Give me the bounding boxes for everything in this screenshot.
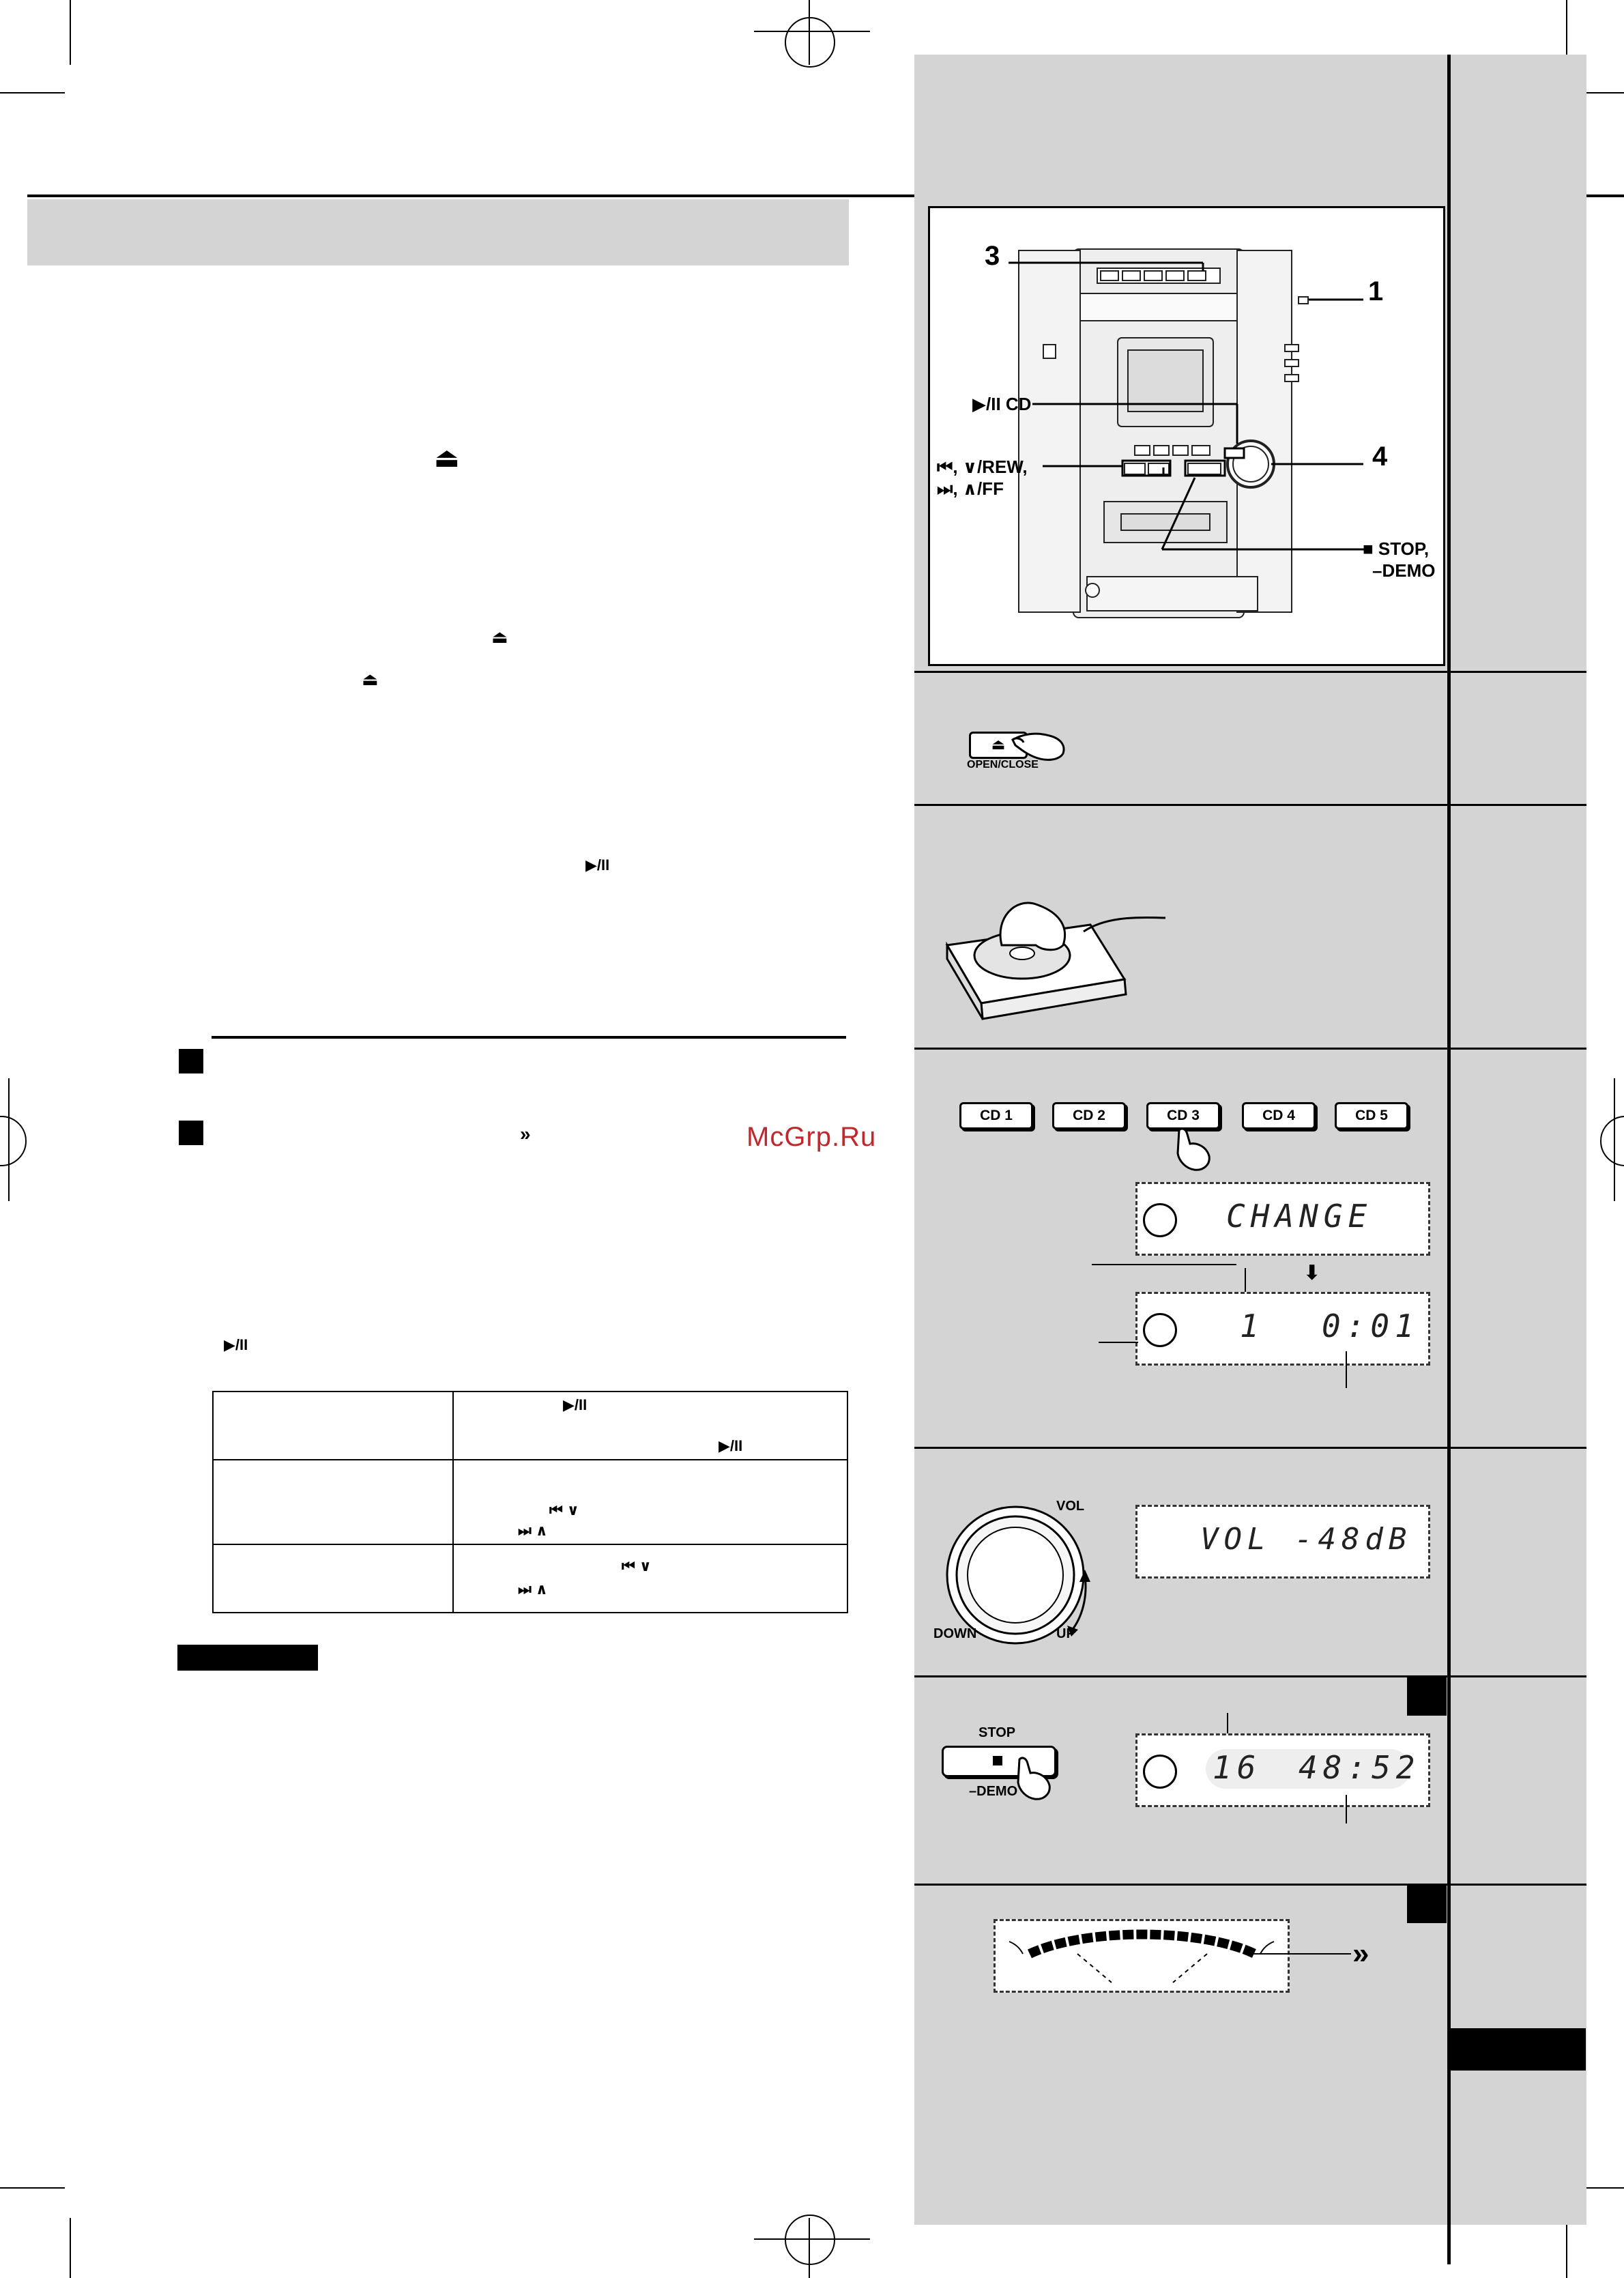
play-pause-icon: ▶/II bbox=[224, 1336, 248, 1353]
up-label: UP bbox=[1056, 1626, 1075, 1641]
crop-mark bbox=[70, 0, 71, 65]
ff-label: ⏭, ∧/FF bbox=[937, 478, 1004, 499]
crop-mark bbox=[754, 31, 870, 32]
cd-5-button[interactable]: CD 5 bbox=[1335, 1102, 1408, 1129]
table-cell bbox=[213, 1544, 453, 1613]
disc-indicator-icon bbox=[1143, 1313, 1177, 1347]
callout-4: 4 bbox=[1372, 442, 1388, 472]
registration-mark bbox=[0, 1116, 27, 1166]
stop-label: ■ STOP, bbox=[1363, 538, 1430, 559]
display-track-number: 1 bbox=[1240, 1308, 1264, 1344]
note-label-bar bbox=[177, 1645, 318, 1671]
section-marker-b bbox=[1407, 1885, 1447, 1923]
display-disc-indicators bbox=[994, 1919, 1290, 1993]
skip-back-icon: ⏮ ∨ bbox=[549, 1501, 579, 1518]
panel-separator bbox=[914, 1884, 1586, 1886]
registration-mark bbox=[1600, 1116, 1624, 1166]
disc-indicator-icon bbox=[1143, 1755, 1177, 1789]
crop-mark bbox=[754, 2238, 870, 2240]
table-cell bbox=[453, 1460, 847, 1544]
page-tab bbox=[1449, 2028, 1586, 2071]
play-pause-icon: ▶/II bbox=[563, 1396, 588, 1413]
display-change-text: CHANGE bbox=[1226, 1198, 1373, 1235]
pointing-hand-icon bbox=[1009, 725, 1070, 766]
table-row bbox=[213, 1460, 847, 1544]
open-close-icon: ⏏ bbox=[362, 669, 379, 689]
bullet-square bbox=[179, 1049, 203, 1073]
registration-mark bbox=[785, 2215, 835, 2265]
play-pause-icon: ▶/II bbox=[719, 1437, 743, 1454]
panel-separator bbox=[914, 804, 1586, 806]
play-cd-label: ▶/II CD bbox=[972, 394, 1032, 414]
rew-label: ⏮, ∨/REW, bbox=[937, 457, 1028, 477]
crop-mark bbox=[1614, 1078, 1615, 1201]
crop-mark bbox=[70, 2218, 71, 2278]
fast-marker-icon: » bbox=[1352, 1937, 1369, 1970]
display-total bbox=[1135, 1733, 1430, 1807]
open-close-icon: ⏏ bbox=[491, 626, 508, 647]
table-row bbox=[213, 1544, 847, 1613]
vol-label: VOL bbox=[1056, 1499, 1085, 1514]
column-divider bbox=[1447, 55, 1451, 2264]
display-volume bbox=[1135, 1505, 1430, 1578]
display-change bbox=[1135, 1182, 1430, 1256]
panel-separator bbox=[914, 1048, 1586, 1050]
callout-line bbox=[1092, 1264, 1236, 1265]
display-track-time bbox=[1135, 1292, 1430, 1366]
demo-label: –DEMO bbox=[1372, 560, 1436, 581]
device-illustration bbox=[930, 208, 1443, 664]
display-elapsed-time: 0:01 bbox=[1322, 1308, 1419, 1344]
operations-table bbox=[212, 1391, 848, 1613]
crop-mark bbox=[0, 2187, 65, 2189]
callout-line bbox=[1346, 1351, 1347, 1388]
callout-3: 3 bbox=[985, 241, 1000, 271]
pointing-hand-icon bbox=[1170, 1126, 1217, 1174]
skip-forward-icon: ⏭ ∧ bbox=[518, 1581, 548, 1598]
callout-1: 1 bbox=[1368, 276, 1384, 306]
panel-separator bbox=[914, 1675, 1586, 1677]
subsection-rule bbox=[212, 1036, 846, 1039]
crop-mark bbox=[8, 1078, 10, 1201]
table-cell bbox=[453, 1392, 847, 1460]
cd-3-button[interactable]: CD 3 bbox=[1146, 1102, 1220, 1129]
track-indicator-arc bbox=[996, 1921, 1288, 1991]
eject-icon: ⏏ bbox=[991, 736, 1006, 753]
down-label: DOWN bbox=[933, 1626, 977, 1641]
callout-line bbox=[1099, 1342, 1138, 1343]
cd-2-button[interactable]: CD 2 bbox=[1052, 1102, 1126, 1129]
open-close-icon: ⏏ bbox=[434, 443, 460, 473]
skip-forward-icon: ⏭ ∧ bbox=[518, 1522, 548, 1539]
section-title-bar bbox=[27, 199, 849, 265]
cd-1-button[interactable]: CD 1 bbox=[959, 1102, 1033, 1129]
table-cell bbox=[213, 1460, 453, 1544]
display-total-time: 48:52 bbox=[1299, 1749, 1421, 1786]
table-row bbox=[213, 1392, 847, 1460]
disc-tray-illustration bbox=[940, 877, 1172, 1020]
open-close-label: OPEN/CLOSE bbox=[967, 759, 1039, 770]
stop-square-icon bbox=[993, 1756, 1002, 1765]
registration-mark bbox=[785, 17, 835, 68]
table-cell bbox=[213, 1392, 453, 1460]
callout-line bbox=[1249, 1953, 1351, 1955]
stop-button-label: STOP bbox=[978, 1725, 1016, 1740]
section-marker-a bbox=[1407, 1677, 1447, 1716]
crop-mark bbox=[0, 92, 65, 93]
cd-4-button[interactable]: CD 4 bbox=[1242, 1102, 1316, 1129]
disc-indicator-icon bbox=[1143, 1203, 1177, 1237]
bullet-square bbox=[179, 1121, 203, 1145]
table-cell bbox=[453, 1544, 847, 1613]
display-volume-text: VOL -48dB bbox=[1200, 1522, 1412, 1557]
watermark: McGrp.Ru bbox=[746, 1122, 877, 1152]
down-arrow-icon: ⬇ bbox=[1303, 1262, 1321, 1284]
crop-mark bbox=[1566, 2218, 1567, 2278]
callout-line bbox=[1346, 1795, 1347, 1823]
display-total-tracks: 16 bbox=[1213, 1749, 1262, 1786]
device-diagram-frame bbox=[928, 206, 1445, 666]
play-pause-icon: ▶/II bbox=[585, 856, 610, 874]
panel-separator bbox=[914, 1447, 1586, 1449]
demo-button-label: –DEMO bbox=[969, 1784, 1018, 1799]
fast-forward-icon: » bbox=[520, 1123, 531, 1144]
skip-back-icon: ⏮ ∨ bbox=[622, 1557, 652, 1574]
panel-separator bbox=[914, 671, 1586, 673]
